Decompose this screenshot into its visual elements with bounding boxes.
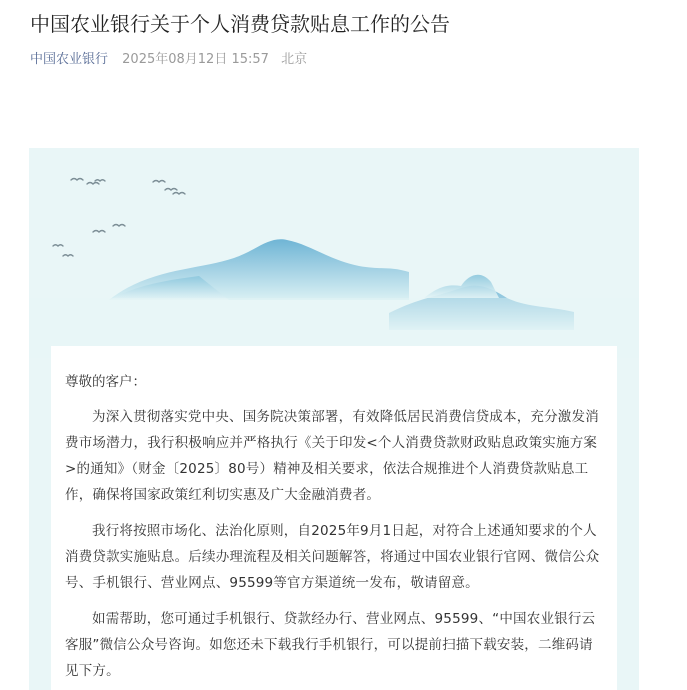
article-meta	[30, 48, 307, 67]
notice-card	[51, 346, 617, 690]
article-source-link[interactable]: 中国农业银行	[30, 52, 109, 67]
article-title: 中国农业银行关于个人消费贷款贴息工作的公告	[30, 12, 450, 36]
notice-paragraph: 为深入贯彻落实党中央、国务院决策部署，有效降低居民消费信贷成本，充分激发消费市场潜力，我行积极响应并严格执行《关于印发<个人消费贷款财政贴息政策实施方案>的通知》（财金〔2025〕80号）精神及相关要求，依法合规推进个人消费贷款贴息工作，确保将国家政策红利切实惠及广大金融消费者。	[65, 409, 599, 503]
notice-paragraph: 如需帮助，您可通过手机银行、贷款经办行、营业网点、95599、“中国农业银行云客服”微信公众号咨询。如您还未下载我行手机银行，可以提前扫描下载安装，二维码请见下方。	[65, 611, 596, 679]
notice-paragraph: 我行将按照市场化、法治化原则，自2025年9月1日起，对符合上述通知要求的个人消费贷款实施贴息。后续办理流程及相关问题解答，将通过中国农业银行官网、微信公众号、手机银行、营业网点、95599等官方渠道统一发布，敬请留意。	[65, 523, 600, 591]
birds-icon	[53, 179, 185, 257]
mountain-shape	[424, 275, 499, 298]
publish-location: 北京	[281, 52, 308, 67]
notice-greeting: 尊敬的客户：	[65, 374, 146, 390]
publish-time: 2025年08月12日 15:57	[122, 52, 269, 67]
